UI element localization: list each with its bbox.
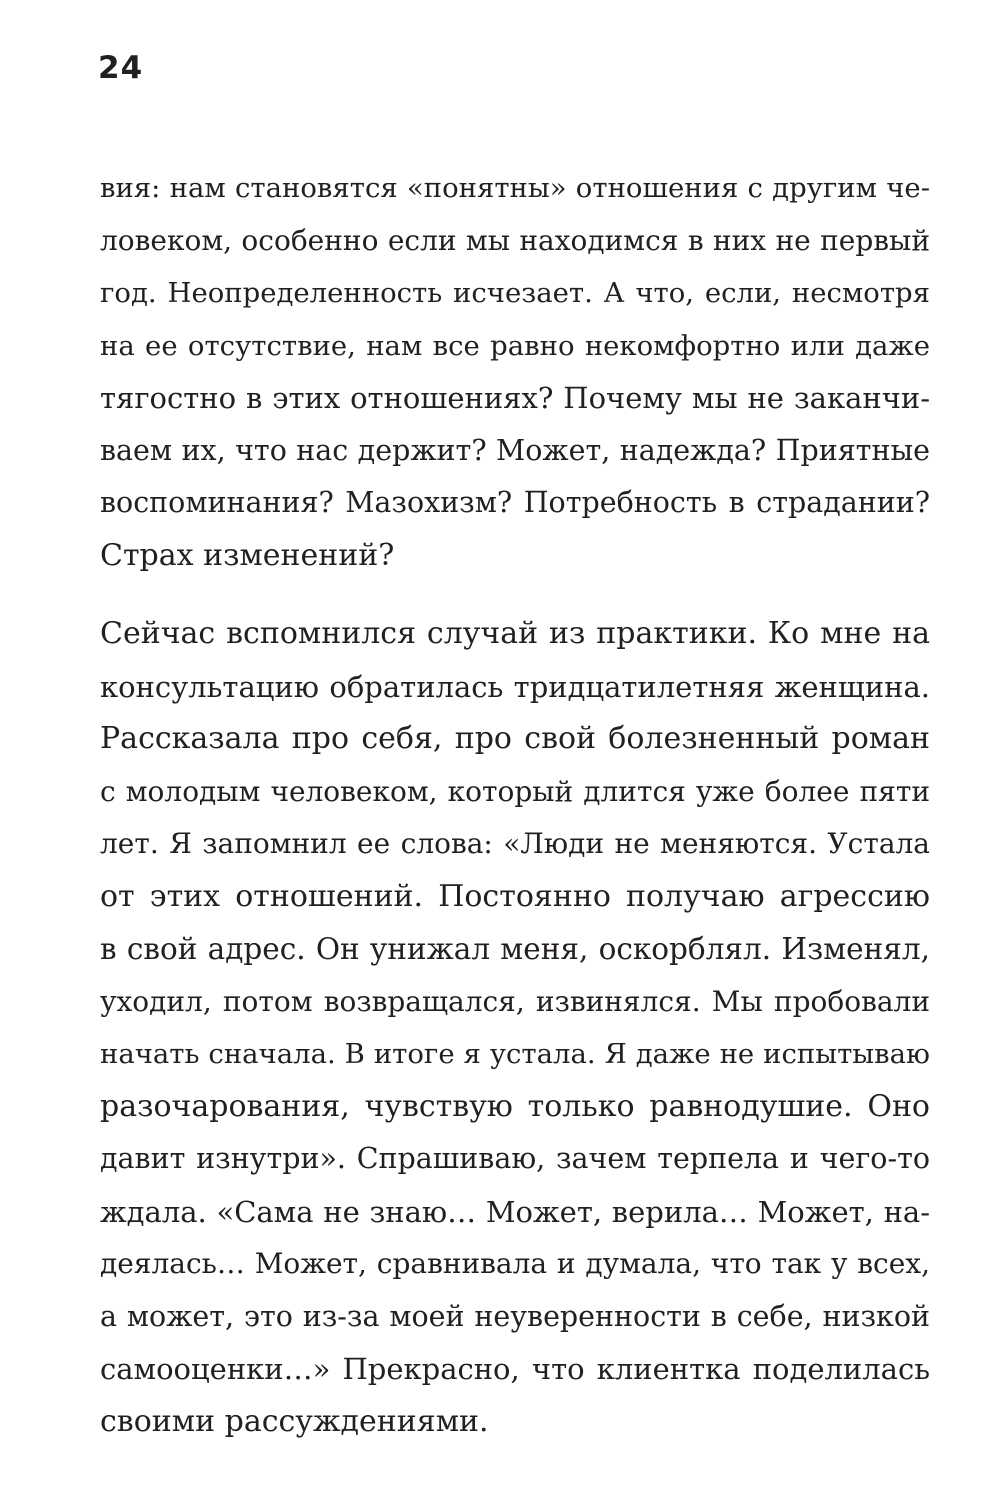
text-line: начать сначала. В итоге я устала. Я даже не испытываю xyxy=(100,1038,930,1070)
text-line: лет. Я запомнил ее слова: «Люди не меняются. Устала xyxy=(100,827,930,860)
text-line: Сейчас вспомнился случай из практики. Ко мне на xyxy=(100,616,930,651)
text-line: деялась… Может, сравнивала и думала, что так у всех, xyxy=(100,1247,930,1280)
text-line: Рассказала про себя, про свой болезненный роман xyxy=(100,721,930,756)
text-line: Страх изменений? xyxy=(100,537,395,573)
text-line: воспоминания? Мазохизм? Потребность в страдании? xyxy=(100,486,930,519)
paragraph-2 xyxy=(100,608,930,1448)
text-line: с молодым человеком, который длится уже более пяти xyxy=(100,774,930,808)
text-line: давит изнутри». Спрашиваю, зачем терпела и чего-то xyxy=(100,1142,930,1175)
text-line: уходил, потом возвращался, извинялся. Мы пробовали xyxy=(100,984,930,1018)
text-line: самооценки…» Прекрасно, что клиентка поделилась xyxy=(100,1352,930,1386)
text-line: в свой адрес. Он унижал меня, оскорблял. Изменял, xyxy=(100,932,930,966)
page-number: 24 xyxy=(98,50,144,86)
text-line: ловеком, особенно если мы находимся в них не первый xyxy=(100,223,930,257)
text-line: ждала. «Сама не знаю… Может, верила… Может, на- xyxy=(100,1194,930,1229)
text-line: от этих отношений. Постоянно получаю агрессию xyxy=(100,878,930,914)
text-line: год. Неопределенность исчезает. А что, если, несмотря xyxy=(100,277,930,309)
text-line: консультацию обратилась тридцатилетняя женщина. xyxy=(100,669,930,704)
text-line: а может, это из-за моей неуверенности в себе, низкой xyxy=(100,1299,930,1333)
text-line: разочарования, чувствую только равнодушие. Оно xyxy=(100,1088,930,1124)
text-line: своими рассуждениями. xyxy=(100,1403,489,1439)
text-line: тягостно в этих отношениях? Почему мы не заканчи- xyxy=(100,381,930,415)
paragraph-1 xyxy=(100,162,930,582)
text-line: вия: нам становятся «понятны» отношения с другим че- xyxy=(100,172,930,204)
text-line: на ее отсутствие, нам все равно некомфортно или даже xyxy=(100,329,930,362)
text-line: ваем их, что нас держит? Может, надежда? Приятные xyxy=(100,433,930,467)
